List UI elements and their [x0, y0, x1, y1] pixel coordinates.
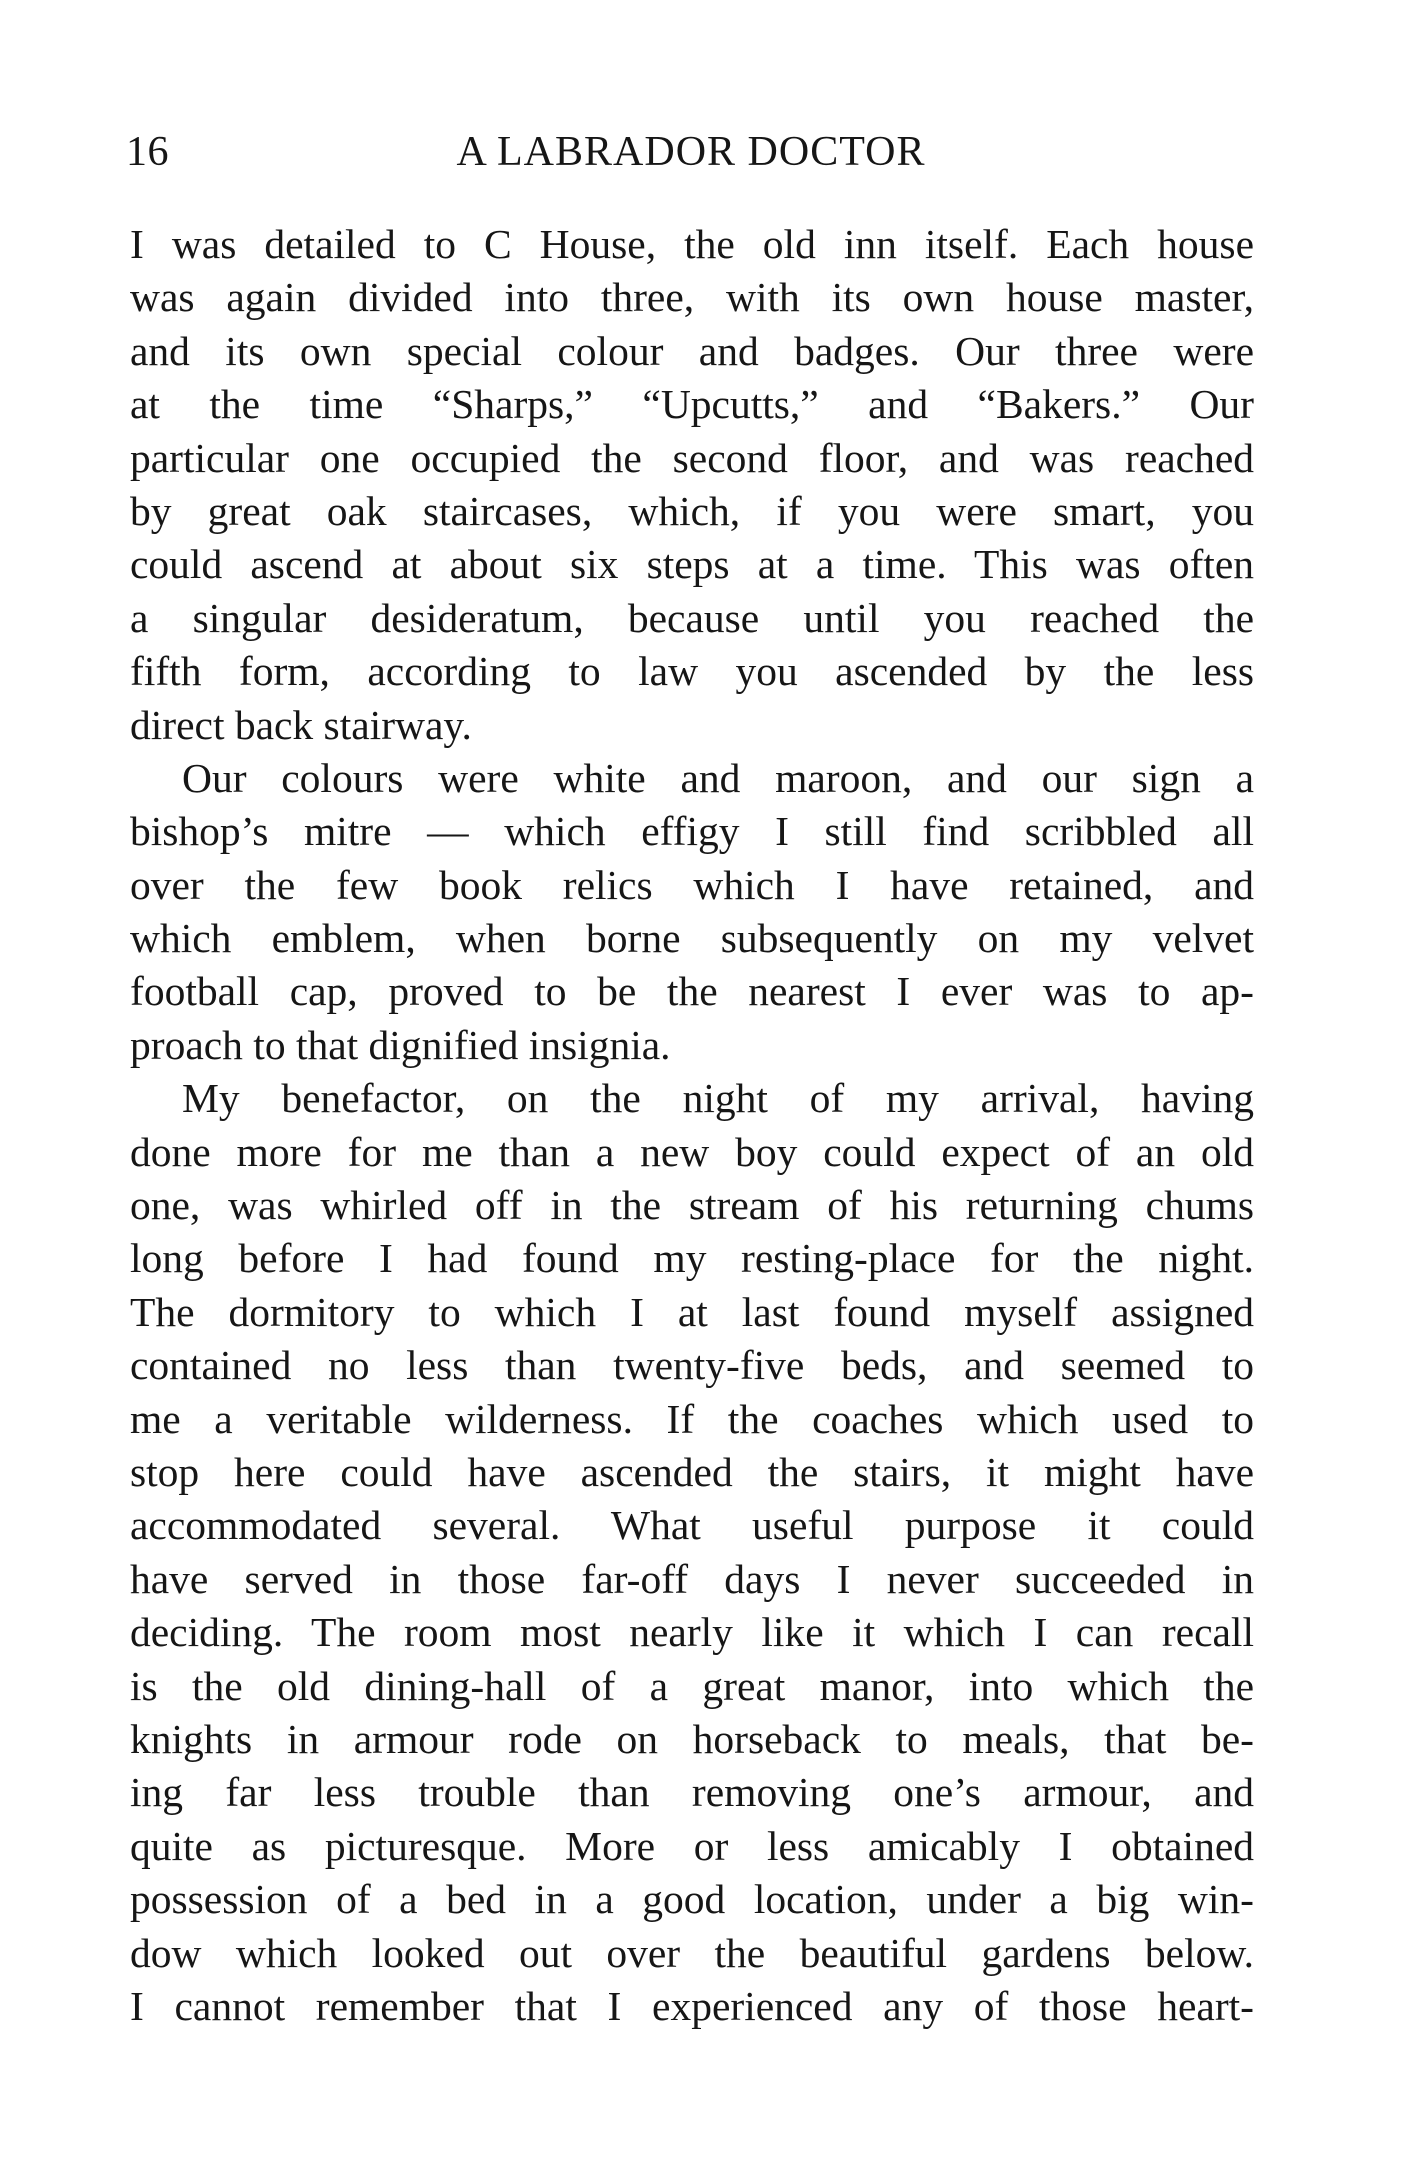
text-line: stop here could have ascended the stairs, it might have	[130, 1448, 1254, 1495]
text-line: possession of a bed in a good location, under a big win-	[130, 1876, 1254, 1923]
text-line: proach to that dignified insignia.	[130, 1021, 671, 1068]
text-line: The dormitory to which I at last found myself assigned	[130, 1288, 1254, 1335]
text-line: My benefactor, on the night of my arrival, having	[182, 1075, 1254, 1122]
text-line: I was detailed to C House, the old inn itself. Each house	[130, 221, 1254, 267]
text-line: long before I had found my resting-place for the night.	[130, 1235, 1254, 1282]
text-line: at the time “Sharps,” “Upcutts,” and “Bakers.” Our	[130, 381, 1254, 428]
text-line: dow which looked out over the beautiful gardens below.	[130, 1929, 1254, 1976]
page-header	[126, 128, 1256, 188]
text-line: bishop’s mitre — which effigy I still find scribbled all	[130, 808, 1254, 855]
text-line: a singular desideratum, because until you reached the	[130, 594, 1254, 641]
text-line: particular one occupied the second floor, and was reached	[130, 434, 1254, 481]
text-line: which emblem, when borne subsequently on my velvet	[130, 915, 1254, 962]
text-line: over the few book relics which I have retained, and	[130, 861, 1254, 908]
text-line: could ascend at about six steps at a time. This was often	[130, 541, 1254, 588]
text-line: is the old dining-hall of a great manor, into which the	[130, 1662, 1254, 1709]
text-line: ing far less trouble than removing one’s armour, and	[130, 1769, 1254, 1816]
text-line: Our colours were white and maroon, and our sign a	[182, 754, 1254, 801]
text-line: knights in armour rode on horseback to meals, that be-	[130, 1715, 1254, 1762]
text-line: direct back stairway.	[130, 701, 472, 748]
text-line: was again divided into three, with its own house master,	[130, 274, 1254, 321]
text-line: have served in those far-off days I never succeeded in	[130, 1555, 1254, 1602]
text-line: deciding. The room most nearly like it which I can recall	[130, 1609, 1254, 1656]
text-line: one, was whirled off in the stream of his returning chums	[130, 1182, 1254, 1229]
body-text	[130, 218, 1254, 2033]
text-line: done more for me than a new boy could expect of an old	[130, 1128, 1254, 1175]
text-line: I cannot remember that I experienced any of those heart-	[130, 1982, 1254, 2029]
text-line: by great oak staircases, which, if you were smart, you	[130, 487, 1254, 534]
text-line: accommodated several. What useful purpose it could	[130, 1502, 1254, 1549]
text-line: contained no less than twenty-five beds, and seemed to	[130, 1342, 1254, 1389]
text-line: football cap, proved to be the nearest I ever was to ap-	[130, 968, 1254, 1015]
running-title: A LABRADOR DOCTOR	[456, 129, 926, 175]
text-line: fifth form, according to law you ascended by the less	[130, 648, 1254, 695]
text-line: quite as picturesque. More or less amicably I obtained	[130, 1822, 1254, 1869]
text-line: and its own special colour and badges. Our three were	[130, 327, 1254, 374]
text-line: me a veritable wilderness. If the coaches which used to	[130, 1395, 1254, 1442]
page-number: 16	[126, 129, 169, 175]
